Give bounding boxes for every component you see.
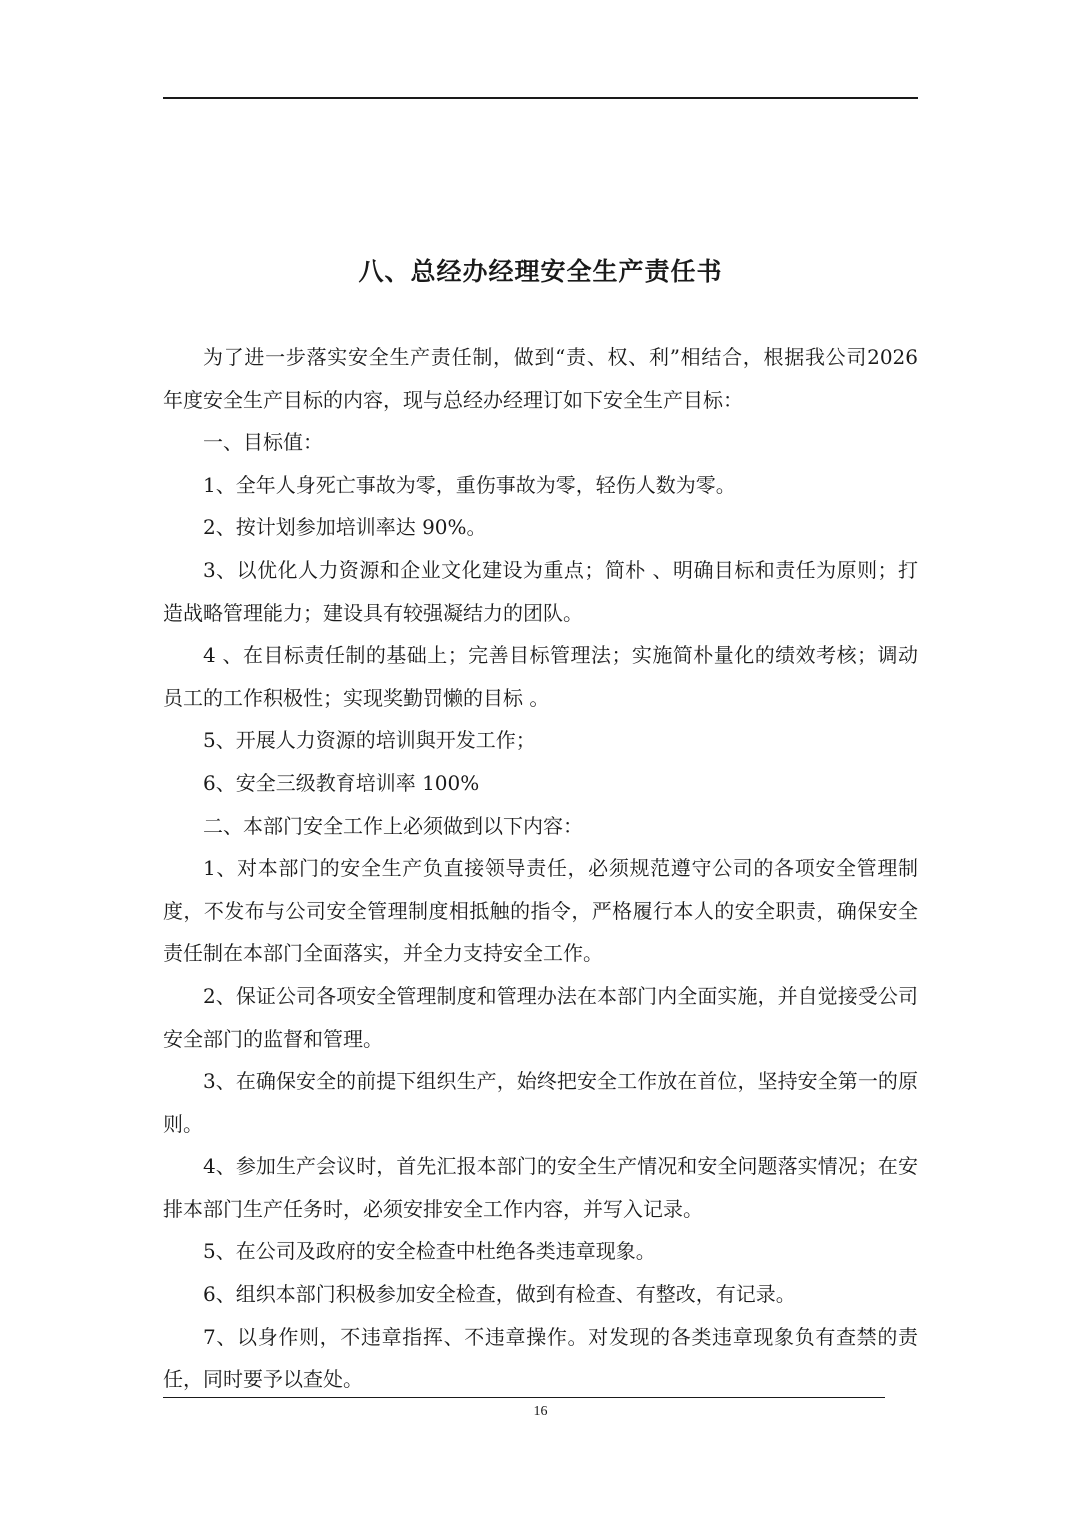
header-rule [163,97,918,99]
duty-item-6: 6、组织本部门积极参加安全检查，做到有检查、有整改，有记录。 [203,1282,796,1307]
target-item-4: 4 、在目标责任制的基础上；完善目标管理法；实施简朴量化的绩效考核；调动员工的工作积极性；实现奖勤罚懒的目标 。 [163,643,918,710]
section-heading-targets: 一、目标值： [203,430,323,455]
target-item-2: 2、按计划参加培训率达 90%。 [203,515,487,540]
duty-item-7: 7、以身作则，不违章指挥、不违章操作。对发现的各类违章现象负有查禁的责任，同时要予以查处。 [163,1324,918,1392]
page-number: 16 [533,1404,548,1419]
footer-rule [163,1397,885,1398]
target-item-6: 6、安全三级教育培训率 100% [203,770,480,795]
intro-paragraph: 为了进一步落实安全生产责任制，做到“责、权、利”相结合，根据我公司2026 年度安全生产目标的内容，现与总经办经理订如下安全生产目标： [163,345,918,412]
duty-item-2: 2、保证公司各项安全管理制度和管理办法在本部门内全面实施，并自觉接受公司安全部门的监督和管理。 [163,983,918,1051]
target-item-1: 1、全年人身死亡事故为零，重伤事故为零，轻伤人数为零。 [203,472,736,497]
duty-item-4: 4、参加生产会议时，首先汇报本部门的安全生产情况和安全问题落实情况；在安排本部门生产任务时，必须安排安全工作内容，并写入记录。 [163,1154,918,1221]
duty-item-3: 3、在确保安全的前提下组织生产，始终把安全工作放在首位，坚持安全第一的原则。 [163,1069,918,1136]
target-item-3: 3、以优化人力资源和企业文化建设为重点；简朴 、明确目标和责任为原则；打造战略管理能力；建设具有较强凝结力的团队。 [163,557,918,625]
document-title: 八、总经办经理安全生产责任书 [358,257,723,286]
duty-item-5: 5、在公司及政府的安全检查中杜绝各类违章现象。 [203,1239,656,1264]
duty-item-1: 1、对本部门的安全生产负直接领导责任，必须规范遵守公司的各项安全管理制度，不发布与公司安全管理制度相抵触的指令，严格履行本人的安全职责，确保安全责任制在本部门全面落实，并全力支持安全工作。 [163,856,918,966]
target-item-5: 5、开展人力资源的培训與开发工作； [203,728,536,753]
document-body [163,336,918,1401]
section-heading-duties: 二、本部门安全工作上必须做到以下内容： [203,813,583,838]
